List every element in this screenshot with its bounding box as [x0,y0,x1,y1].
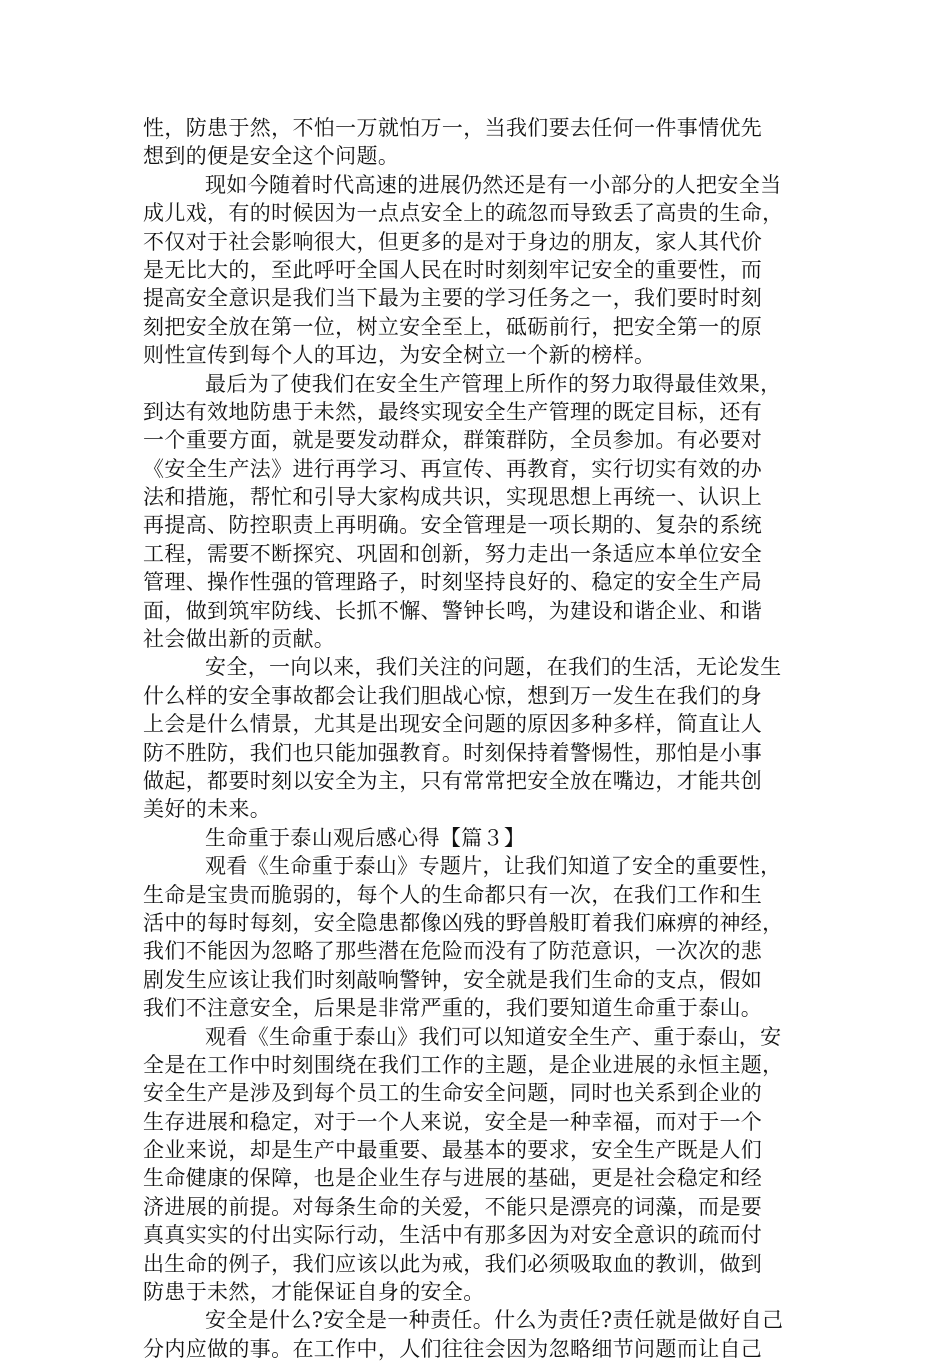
text-line: 企业来说，却是生产中最重要、最基本的要求，安全生产既是人们 [143,1138,763,1163]
text-line: 济进展的前提。对每条生命的关爱，不能只是漂亮的词藻，而是要 [143,1194,763,1219]
text-line: 防不胜防，我们也只能加强教育。时刻保持着警惕性，那怕是小事 [143,740,763,765]
text-line: 生存进展和稳定，对于一个人来说，安全是一种幸福，而对于一个 [143,1109,763,1134]
text-line: 上会是什么情景，尤其是出现安全问题的原因多种多样，简直让人 [143,712,763,737]
text-line: 面，做到筑牢防线、长抓不懈、警钟长鸣，为建设和谐企业、和谐 [143,598,763,623]
document-body [143,114,813,1363]
text-line: 我们不注意安全，后果是非常严重的，我们要知道生命重于泰山。 [143,996,763,1021]
text-line: 真真实实的付出实际行动，生活中有那多因为对安全意识的疏而付 [143,1223,763,1248]
paragraph-first-line: 现如今随着时代高速的进展仍然还是有一小部分的人把安全当 [205,172,782,197]
text-line: 剧发生应该让我们时刻敲响警钟，安全就是我们生命的支点，假如 [143,967,763,992]
text-line: 安全生产是涉及到每个员工的生命安全问题，同时也关系到企业的 [143,1081,763,1106]
text-line: 什么样的安全事故都会让我们胆战心惊，想到万一发生在我们的身 [143,683,763,708]
text-line: 是无比大的，至此呼吁全国人民在时时刻刻牢记安全的重要性，而 [143,257,763,282]
paragraph-first-line: 观看《生命重于泰山》我们可以知道安全生产、重于泰山，安 [205,1024,782,1049]
text-line: 做起，都要时刻以安全为主，只有常常把安全放在嘴边，才能共创 [143,768,763,793]
text-line: 刻把安全放在第一位，树立安全至上，砥砺前行，把安全第一的原 [143,314,763,339]
text-line: 不仅对于社会影响很大，但更多的是对于身边的朋友，家人其代价 [143,229,763,254]
text-line: 法和措施，帮忙和引导大家构成共识，实现思想上再统一、认识上 [143,485,763,510]
text-line: 社会做出新的贡献。 [143,627,336,652]
text-line: 成儿戏，有的时候因为一点点安全上的疏忽而导致丢了高贵的生命， [143,201,784,226]
text-line: 一个重要方面，就是要发动群众，群策群防，全员参加。有必要对 [143,428,763,453]
paragraph-first-line: 观看《生命重于泰山》专题片，让我们知道了安全的重要性， [205,854,782,879]
text-line: 出生命的例子，我们应该以此为戒，我们必须吸取血的教训，做到 [143,1251,763,1276]
text-line: 防患于未然，才能保证自身的安全。 [143,1280,485,1305]
text-line: 《安全生产法》进行再学习、再宣传、再教育，实行切实有效的办 [143,456,763,481]
paragraph-first-line: 最后为了使我们在安全生产管理上所作的努力取得最佳效果， [205,371,782,396]
paragraph-first-line: 安全，一向以来，我们关注的问题，在我们的生活，无论发生 [205,655,782,680]
text-line: 到达有效地防患于未然，最终实现安全生产管理的既定目标，还有 [143,399,763,424]
text-line: 性，防患于然，不怕一万就怕万一，当我们要去任何一件事情优先 [143,116,763,140]
text-line: 则性宣传到每个人的耳边，为安全树立一个新的榜样。 [143,343,656,368]
text-line: 管理、操作性强的管理路子，时刻坚持良好的、稳定的安全生产局 [143,570,763,595]
text-line: 活中的每时每刻，安全隐患都像凶残的野兽般盯着我们麻痹的神经， [143,910,784,935]
text-line: 我们不能因为忽略了那些潜在危险而没有了防范意识，一次次的悲 [143,939,763,964]
text-line: 再提高、防控职责上再明确。安全管理是一项长期的、复杂的系统 [143,513,763,538]
text-line: 生命健康的保障，也是企业生存与进展的基础，更是社会稳定和经 [143,1166,763,1191]
text-line: 分内应做的事。在工作中，人们往往会因为忽略细节问题而让自己 [143,1336,763,1361]
text-line: 生命是宝贵而脆弱的，每个人的生命都只有一次，在我们工作和生 [143,882,763,907]
paragraph-first-line: 生命重于泰山观后感心得【篇３】 [205,825,526,850]
text-line: 美好的未来。 [143,797,272,822]
paragraph-first-line: 安全是什么?安全是一种责任。什么为责任?责任就是做好自己 [205,1308,784,1333]
text-line: 想到的便是安全这个问题。 [143,144,400,169]
text-line: 工程，需要不断探究、巩固和创新，努力走出一条适应本单位安全 [143,541,763,566]
text-line: 提高安全意识是我们当下最为主要的学习任务之一，我们要时时刻 [143,286,763,311]
text-line: 全是在工作中时刻围绕在我们工作的主题，是企业进展的永恒主题， [143,1052,784,1077]
